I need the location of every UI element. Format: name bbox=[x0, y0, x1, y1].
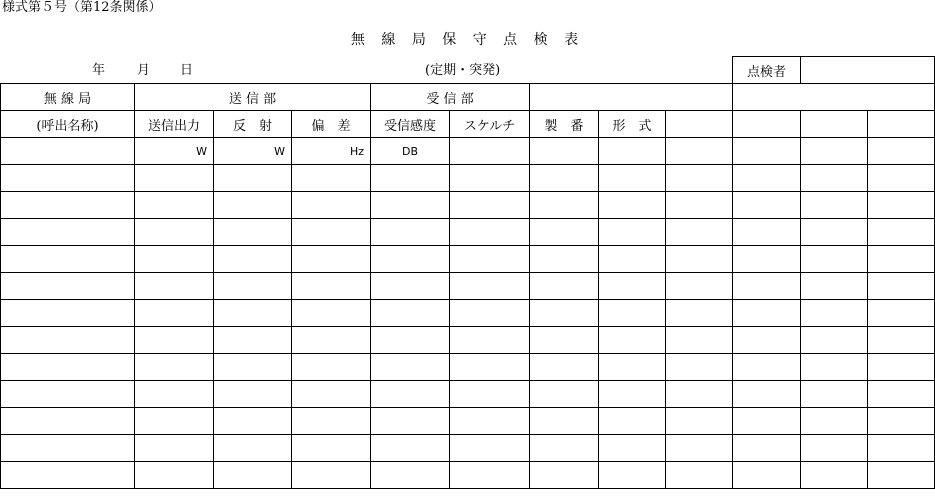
table-cell[interactable] bbox=[292, 246, 371, 273]
blank-header-cell bbox=[666, 111, 733, 138]
table-cell[interactable] bbox=[599, 381, 666, 408]
table-cell[interactable] bbox=[868, 462, 935, 489]
table-cell[interactable] bbox=[292, 462, 371, 489]
transmitter-header: 送 信 部 bbox=[135, 84, 371, 111]
table-cell[interactable] bbox=[801, 138, 868, 165]
table-cell[interactable] bbox=[599, 435, 666, 462]
document-title: 無 線 局 保 守 点 検 表 bbox=[350, 32, 585, 48]
table-cell[interactable] bbox=[599, 246, 666, 273]
blank-header-cell bbox=[733, 84, 935, 111]
date-day-label: 日 bbox=[180, 63, 194, 78]
table-cell[interactable] bbox=[450, 327, 530, 354]
date-year-label: 年 bbox=[92, 63, 106, 78]
table-cell[interactable] bbox=[450, 462, 530, 489]
table-cell[interactable] bbox=[1, 327, 135, 354]
table-cell[interactable] bbox=[214, 408, 292, 435]
table-cell[interactable] bbox=[450, 354, 530, 381]
table-cell[interactable] bbox=[292, 408, 371, 435]
rx-sensitivity-unit: DB bbox=[371, 138, 450, 165]
table-cell[interactable] bbox=[135, 462, 214, 489]
rx-sensitivity-header: 受信感度 bbox=[371, 111, 450, 138]
table-cell[interactable] bbox=[1, 354, 135, 381]
table-cell[interactable] bbox=[214, 381, 292, 408]
inspection-type-label: (定期・突発) bbox=[425, 63, 501, 78]
table-cell[interactable] bbox=[868, 192, 935, 219]
table-cell[interactable] bbox=[371, 165, 450, 192]
table-row bbox=[1, 327, 935, 354]
table-cell[interactable] bbox=[135, 435, 214, 462]
table-cell[interactable] bbox=[292, 435, 371, 462]
deviation-unit: Hz bbox=[292, 138, 371, 165]
table-cell[interactable] bbox=[868, 327, 935, 354]
table-cell[interactable] bbox=[292, 300, 371, 327]
table-cell[interactable] bbox=[1, 165, 135, 192]
model-header: 形 式 bbox=[599, 111, 666, 138]
table-cell[interactable] bbox=[135, 192, 214, 219]
table-cell[interactable] bbox=[292, 273, 371, 300]
table-cell[interactable] bbox=[801, 408, 868, 435]
table-cell[interactable] bbox=[868, 354, 935, 381]
serial-header: 製 番 bbox=[530, 111, 599, 138]
table-row bbox=[1, 300, 935, 327]
table-cell[interactable] bbox=[292, 381, 371, 408]
table-cell[interactable] bbox=[666, 354, 733, 381]
table-cell[interactable] bbox=[733, 435, 801, 462]
table-cell[interactable] bbox=[666, 408, 733, 435]
table-cell[interactable] bbox=[450, 219, 530, 246]
table-cell[interactable] bbox=[135, 219, 214, 246]
table-cell[interactable] bbox=[135, 246, 214, 273]
table-cell[interactable] bbox=[868, 219, 935, 246]
table-cell[interactable] bbox=[530, 165, 599, 192]
table-cell[interactable] bbox=[530, 381, 599, 408]
table-cell[interactable] bbox=[371, 246, 450, 273]
table-cell[interactable] bbox=[450, 381, 530, 408]
table-cell[interactable] bbox=[530, 462, 599, 489]
table-cell[interactable] bbox=[371, 435, 450, 462]
table-cell[interactable] bbox=[733, 165, 801, 192]
table-cell[interactable] bbox=[214, 192, 292, 219]
table-cell[interactable] bbox=[666, 435, 733, 462]
table-cell[interactable] bbox=[214, 327, 292, 354]
table-cell[interactable] bbox=[371, 192, 450, 219]
table-cell[interactable] bbox=[733, 408, 801, 435]
table-cell[interactable] bbox=[371, 462, 450, 489]
table-cell[interactable] bbox=[530, 219, 599, 246]
table-cell[interactable] bbox=[801, 462, 868, 489]
table-cell[interactable] bbox=[599, 273, 666, 300]
table-cell[interactable] bbox=[135, 273, 214, 300]
table-cell[interactable] bbox=[530, 354, 599, 381]
table-cell[interactable] bbox=[666, 273, 733, 300]
table-cell[interactable] bbox=[599, 462, 666, 489]
table-cell[interactable] bbox=[666, 192, 733, 219]
table-row bbox=[1, 273, 935, 300]
table-cell[interactable] bbox=[214, 300, 292, 327]
inspector-label: 点検者 bbox=[733, 57, 801, 84]
table-cell[interactable] bbox=[733, 273, 801, 300]
table-cell[interactable] bbox=[868, 300, 935, 327]
date-month-label: 月 bbox=[137, 63, 151, 78]
table-row bbox=[1, 219, 935, 246]
table-cell[interactable] bbox=[599, 354, 666, 381]
table-cell[interactable] bbox=[292, 327, 371, 354]
table-cell[interactable] bbox=[801, 435, 868, 462]
table-row bbox=[1, 408, 935, 435]
table-cell[interactable] bbox=[666, 219, 733, 246]
table-cell[interactable] bbox=[530, 300, 599, 327]
table-cell[interactable] bbox=[292, 354, 371, 381]
table-cell[interactable] bbox=[868, 435, 935, 462]
table-cell[interactable] bbox=[801, 354, 868, 381]
table-cell[interactable] bbox=[599, 138, 666, 165]
table-cell[interactable] bbox=[371, 300, 450, 327]
tx-power-unit: W bbox=[135, 138, 214, 165]
table-cell[interactable] bbox=[1, 381, 135, 408]
table-cell[interactable] bbox=[801, 165, 868, 192]
table-cell[interactable] bbox=[666, 381, 733, 408]
table-row bbox=[1, 381, 935, 408]
table-cell[interactable] bbox=[530, 138, 599, 165]
table-cell[interactable] bbox=[666, 462, 733, 489]
table-cell[interactable] bbox=[214, 246, 292, 273]
table-cell[interactable] bbox=[599, 219, 666, 246]
table-cell[interactable] bbox=[868, 381, 935, 408]
table-cell[interactable] bbox=[666, 138, 733, 165]
table-cell[interactable] bbox=[530, 192, 599, 219]
squelch-header: スケルチ bbox=[450, 111, 530, 138]
table-cell[interactable] bbox=[450, 435, 530, 462]
table-cell[interactable] bbox=[733, 354, 801, 381]
table-cell[interactable] bbox=[733, 219, 801, 246]
table-cell[interactable] bbox=[1, 300, 135, 327]
table-cell[interactable] bbox=[801, 219, 868, 246]
table-cell[interactable] bbox=[371, 381, 450, 408]
table-cell[interactable] bbox=[371, 273, 450, 300]
sub-header-row bbox=[1, 111, 935, 138]
table-cell[interactable] bbox=[733, 327, 801, 354]
table-cell[interactable] bbox=[599, 165, 666, 192]
table-cell[interactable] bbox=[1, 219, 135, 246]
table-cell[interactable] bbox=[450, 192, 530, 219]
table-cell[interactable] bbox=[530, 408, 599, 435]
table-cell[interactable] bbox=[450, 408, 530, 435]
table-row bbox=[1, 462, 935, 489]
table-cell[interactable] bbox=[292, 165, 371, 192]
table-cell[interactable] bbox=[1, 138, 135, 165]
inspection-table bbox=[0, 83, 935, 489]
inspector-field[interactable] bbox=[801, 57, 935, 84]
table-cell[interactable] bbox=[135, 381, 214, 408]
unit-row bbox=[1, 138, 935, 165]
table-cell[interactable] bbox=[801, 381, 868, 408]
table-cell[interactable] bbox=[530, 435, 599, 462]
table-row bbox=[1, 435, 935, 462]
form-number-label: 様式第５号（第12条関係） bbox=[2, 0, 162, 15]
table-cell[interactable] bbox=[371, 327, 450, 354]
table-cell[interactable] bbox=[733, 192, 801, 219]
table-cell[interactable] bbox=[450, 300, 530, 327]
table-cell[interactable] bbox=[450, 165, 530, 192]
table-cell[interactable] bbox=[450, 246, 530, 273]
table-cell[interactable] bbox=[666, 165, 733, 192]
table-cell[interactable] bbox=[599, 327, 666, 354]
table-cell[interactable] bbox=[733, 138, 801, 165]
table-cell[interactable] bbox=[1, 246, 135, 273]
table-cell[interactable] bbox=[733, 246, 801, 273]
blank-header-cell bbox=[530, 84, 733, 111]
table-cell[interactable] bbox=[530, 246, 599, 273]
table-cell[interactable] bbox=[1, 462, 135, 489]
table-cell[interactable] bbox=[292, 192, 371, 219]
table-cell[interactable] bbox=[733, 300, 801, 327]
table-cell[interactable] bbox=[292, 219, 371, 246]
table-cell[interactable] bbox=[530, 273, 599, 300]
table-cell[interactable] bbox=[733, 462, 801, 489]
table-cell[interactable] bbox=[599, 192, 666, 219]
table-cell[interactable] bbox=[599, 300, 666, 327]
table-cell[interactable] bbox=[1, 192, 135, 219]
deviation-header: 偏 差 bbox=[292, 111, 371, 138]
table-cell[interactable] bbox=[868, 246, 935, 273]
table-cell[interactable] bbox=[450, 138, 530, 165]
table-cell[interactable] bbox=[801, 246, 868, 273]
table-cell[interactable] bbox=[868, 408, 935, 435]
blank-header-cell bbox=[801, 111, 868, 138]
group-header-row bbox=[1, 84, 935, 111]
table-cell[interactable] bbox=[214, 273, 292, 300]
callsign-header: (呼出名称) bbox=[1, 111, 135, 138]
reflection-header: 反 射 bbox=[214, 111, 292, 138]
table-cell[interactable] bbox=[666, 300, 733, 327]
table-cell[interactable] bbox=[135, 165, 214, 192]
table-cell[interactable] bbox=[371, 219, 450, 246]
table-cell[interactable] bbox=[801, 300, 868, 327]
table-cell[interactable] bbox=[135, 327, 214, 354]
table-cell[interactable] bbox=[1, 435, 135, 462]
table-cell[interactable] bbox=[801, 273, 868, 300]
table-cell[interactable] bbox=[214, 219, 292, 246]
table-cell[interactable] bbox=[1, 408, 135, 435]
table-cell[interactable] bbox=[1, 273, 135, 300]
inspector-box bbox=[732, 56, 935, 84]
table-row bbox=[1, 192, 935, 219]
table-cell[interactable] bbox=[868, 165, 935, 192]
table-cell[interactable] bbox=[530, 327, 599, 354]
table-cell[interactable] bbox=[135, 408, 214, 435]
table-cell[interactable] bbox=[214, 462, 292, 489]
receiver-header: 受 信 部 bbox=[371, 84, 530, 111]
table-row bbox=[1, 354, 935, 381]
table-cell[interactable] bbox=[868, 138, 935, 165]
table-cell[interactable] bbox=[801, 327, 868, 354]
table-row bbox=[1, 246, 935, 273]
blank-header-cell bbox=[868, 111, 935, 138]
table-cell[interactable] bbox=[733, 381, 801, 408]
table-cell[interactable] bbox=[214, 354, 292, 381]
table-cell[interactable] bbox=[214, 435, 292, 462]
table-cell[interactable] bbox=[135, 300, 214, 327]
table-cell[interactable] bbox=[666, 327, 733, 354]
table-row bbox=[1, 165, 935, 192]
table-cell[interactable] bbox=[450, 273, 530, 300]
table-cell[interactable] bbox=[868, 273, 935, 300]
tx-power-header: 送信出力 bbox=[135, 111, 214, 138]
table-cell[interactable] bbox=[214, 165, 292, 192]
table-cell[interactable] bbox=[801, 192, 868, 219]
reflection-unit: W bbox=[214, 138, 292, 165]
table-cell[interactable] bbox=[666, 246, 733, 273]
blank-header-cell bbox=[733, 111, 801, 138]
table-cell[interactable] bbox=[599, 408, 666, 435]
station-header: 無 線 局 bbox=[1, 84, 135, 111]
table-cell[interactable] bbox=[371, 408, 450, 435]
table-cell[interactable] bbox=[135, 354, 214, 381]
table-cell[interactable] bbox=[371, 354, 450, 381]
